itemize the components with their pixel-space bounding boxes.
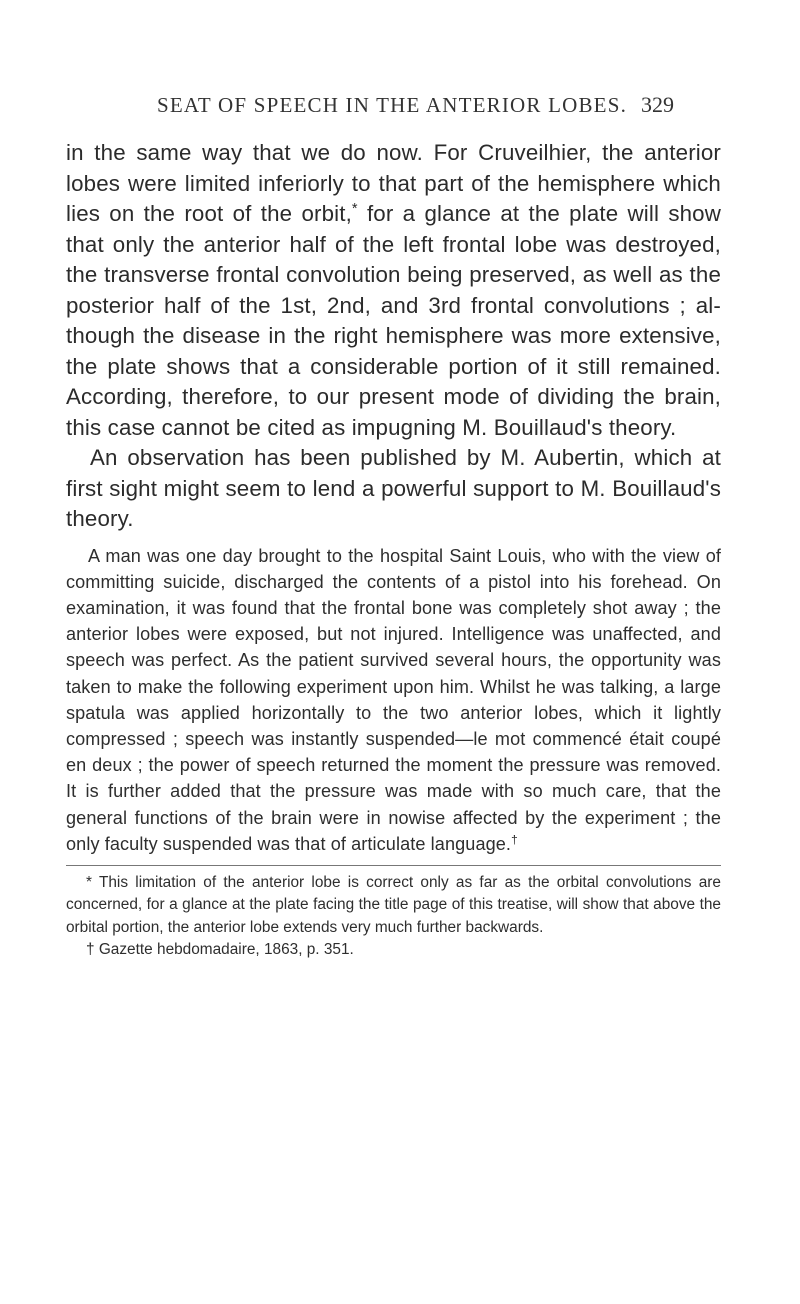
running-head [66, 92, 721, 118]
footnote-marker-dagger: † [511, 833, 518, 847]
running-head-title: SEAT OF SPEECH IN THE ANTERIOR LOBES. [156, 93, 628, 117]
paragraph-cruveilhier-text-a: in the same way that we do now. For Cruveilhier, the anterior lobes were limited inferiorly to that part of the hemisphere which lies on the root of the orbit, [66, 140, 721, 226]
case-quotation-body: A man was one day brought to the hospital Saint Louis, who with the view of committing suicide, discharged the contents of a pistol into his forehead. On examination, it was found that the frontal bone was completely shot away ; the anterior lobes were exposed, but not injured. Intelligence was unaffected, and speech was perfect. As the patient survived several hours, the opportunity was taken to make the following experiment upon him. Whilst he was talking, a large spatula was applied horizontally to the two anterior lobes, which it lightly compressed ; speech was instantly suspended—le mot commencé était coupé en deux ; the power of speech returned the moment the pressure was removed. It is further added that the pressure was made with so much care, that the general functions of the brain were in nowise affected by the experiment ; the only faculty suspended was that of articulate language. [66, 545, 721, 854]
footnote-divider [66, 865, 721, 866]
main-text [66, 138, 721, 535]
book-page [66, 92, 721, 962]
page-number: 329 [641, 92, 675, 117]
case-quotation-text [66, 543, 721, 857]
paragraph-cruveilhier-text-b: for a glance at the plate will show that only the anterior half of the left frontal lobe was destroyed, the transverse frontal convolution being preserved, as well as the posterior half of the 1st, 2nd, and 3rd frontal convolutions ; al- though the disease in the right hemisphere was more extensive, the plate shows that a considerable portion of it still remained. According, therefore, to our present mode of dividing the brain, this case cannot be cited as impugning M. Bouillaud's theory. [66, 201, 721, 440]
paragraph-cruveilhier [66, 138, 721, 443]
footnote-marker-asterisk: * [351, 201, 358, 218]
paragraph-aubertin: An observation has been published by M. Aubertin, which at first sight might seem to lend a powerful support to M. Bouillaud's theory. [66, 445, 721, 531]
footnote-limitation: * This limitation of the anterior lobe is correct only as far as the orbital convolutions are concerned, for a glance at the plate facing the title page of this treatise, will show that above the orbital portion, the anterior lobe extends very much further backwards. [66, 873, 721, 936]
footnotes [66, 872, 721, 962]
case-quotation [66, 543, 721, 857]
footnote-gazette: † Gazette hebdomadaire, 1863, p. 351. [86, 941, 354, 959]
